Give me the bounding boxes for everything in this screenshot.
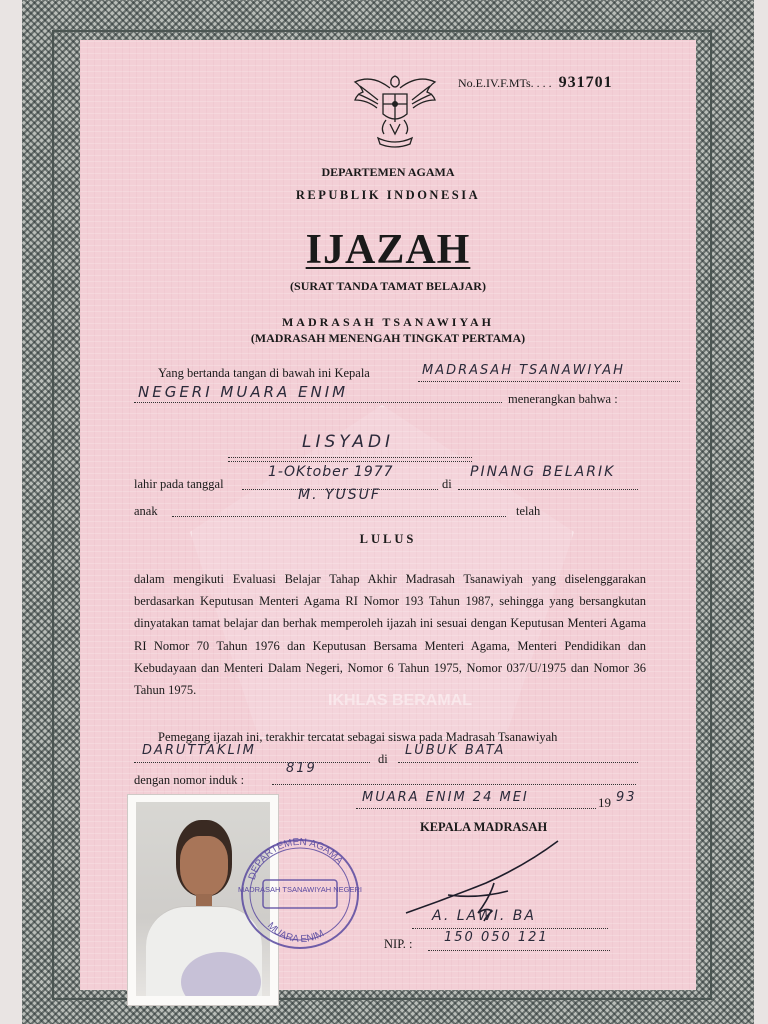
nis-number: 819 bbox=[286, 761, 317, 776]
nip-label: NIP. : bbox=[384, 937, 413, 951]
head-title: KEPALA MADRASAH bbox=[420, 820, 548, 834]
doc-number-prefix: No.E.IV.F.MTs. . . . bbox=[458, 76, 552, 90]
document-subtitle: (SURAT TANDA TAMAT BELAJAR) bbox=[290, 279, 486, 293]
last-school-at-label: di bbox=[378, 752, 388, 766]
sign-place-date: MUARA ENIM 24 MEI bbox=[362, 790, 529, 805]
last-school-place: LUBUK BATA bbox=[405, 743, 506, 758]
intro-prefix: Yang bertanda tangan di bawah ini Kepala bbox=[158, 366, 370, 380]
school-head-line1: MADRASAH TSANAWIYAH bbox=[422, 363, 625, 378]
nis-label: dengan nomor induk : bbox=[134, 773, 245, 787]
school-head-line2: NEGERI MUARA ENIM bbox=[138, 383, 349, 401]
stamp-bottom-text: MUARA ENIM bbox=[264, 920, 326, 946]
birth-place: PINANG BELARIK bbox=[470, 464, 616, 480]
result-lulus: LULUS bbox=[359, 532, 417, 546]
garuda-emblem-icon bbox=[350, 68, 440, 152]
birth-at-label: di bbox=[442, 477, 452, 491]
born-label: lahir pada tanggal bbox=[134, 477, 224, 491]
child-label: anak bbox=[134, 504, 158, 518]
doc-number-value: 931701 bbox=[558, 74, 613, 91]
school-type: MADRASAH TSANAWIYAH bbox=[281, 315, 495, 329]
document-title: IJAZAH bbox=[305, 227, 471, 273]
watermark-text: IKHLAS BERAMAL bbox=[328, 692, 472, 709]
head-name: A. LAWI. BA bbox=[432, 908, 536, 924]
sign-year-prefix: 19 bbox=[598, 795, 611, 810]
parent-name: M. YUSUF bbox=[298, 487, 381, 503]
republic-name: REPUBLIK INDONESIA bbox=[295, 188, 481, 202]
child-suffix: telah bbox=[516, 504, 541, 518]
stamp-top-text: DEPARTEMEN AGAMA bbox=[246, 836, 345, 882]
sign-year-suffix: 93 bbox=[616, 790, 637, 805]
birth-date: 1-OKtober 1977 bbox=[268, 464, 394, 480]
student-name: LISYADI bbox=[302, 432, 395, 452]
school-type-desc: (MADRASAH MENENGAH TINGKAT PERTAMA) bbox=[250, 331, 526, 345]
ministry-name: DEPARTEMEN AGAMA bbox=[321, 165, 455, 179]
official-stamp bbox=[235, 830, 365, 950]
certificate-paper bbox=[80, 40, 696, 990]
last-school-intro: Pemegang ijazah ini, terakhir tercatat sebagai siswa pada Madrasah Tsanawiyah bbox=[158, 730, 558, 744]
intro-suffix: menerangkan bahwa : bbox=[508, 392, 618, 406]
last-school-name: DARUTTAKLIM bbox=[142, 743, 256, 758]
legal-paragraph: dalam mengikuti Evaluasi Belajar Tahap Akhir Madrasah Tsanawiyah yang diselenggarakan berdasarkan Keputusan Menteri Agama RI Nomor 193 Tahun 1987, sehingga yang bersangkutan dinyatakan tamat belajar dan berhak memperoleh ijazah ini sesuai dengan Keputusan Menteri Agama RI Nomor 70 Tahun 1976 dan Keputusan Bersama Menteri Agama, Menteri Pendidikan dan Kebudayaan dan Menteri Dalam Negeri, Nomor 6 Tahun 1975, Nomor 037/U/1975 dan Nomor 36 Tahun 1975. bbox=[134, 572, 646, 698]
stamp-middle-text: MADRASAH TSANAWIYAH NEGERI bbox=[237, 885, 363, 894]
nip-number: 150 050 121 bbox=[444, 930, 549, 945]
